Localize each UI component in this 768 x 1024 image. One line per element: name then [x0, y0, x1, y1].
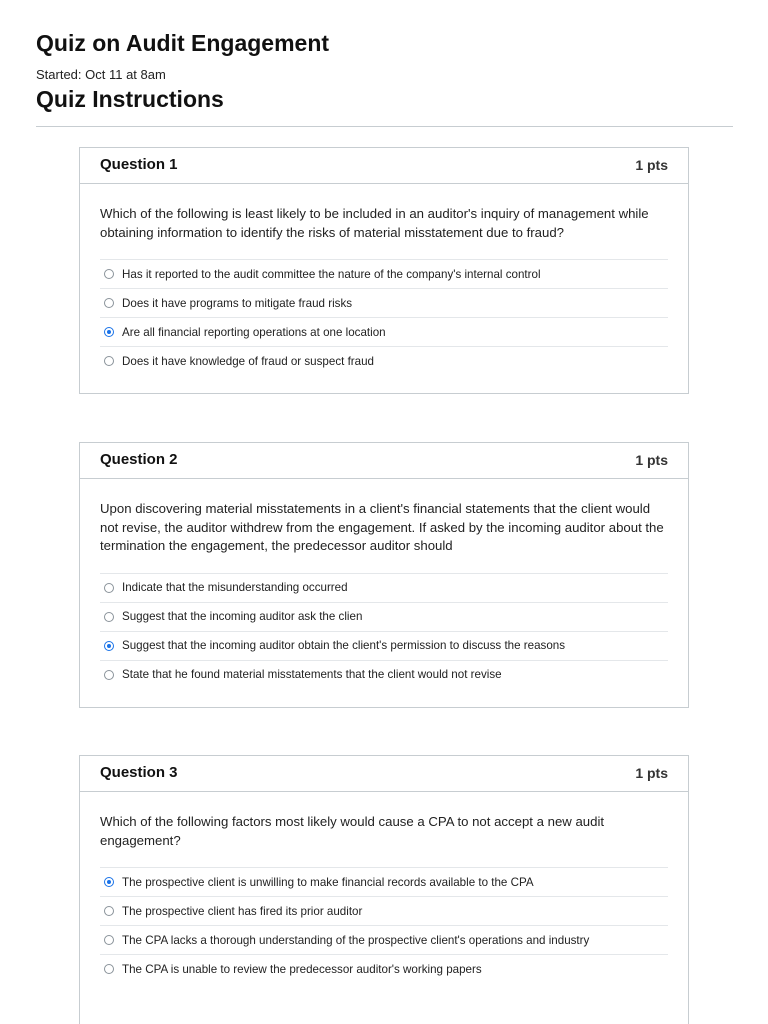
answer-label: The CPA is unable to review the predecessor auditor's working papers	[122, 962, 482, 976]
question-card	[79, 147, 689, 394]
answer-option[interactable]	[100, 346, 668, 375]
radio-button[interactable]	[104, 327, 114, 337]
instructions-heading: Quiz Instructions	[36, 86, 224, 112]
radio-button[interactable]	[104, 964, 114, 974]
radio-button[interactable]	[104, 877, 114, 887]
question-text: Which of the following factors most likely would cause a CPA to not accept a new audit engagement?	[100, 814, 605, 848]
header-divider	[36, 126, 733, 127]
answer-list	[100, 259, 668, 375]
answer-option[interactable]	[100, 925, 668, 954]
answer-label: The prospective client is unwilling to make financial records available to the CPA	[122, 875, 534, 889]
answer-option[interactable]	[100, 317, 668, 346]
question-header	[80, 148, 688, 184]
radio-button[interactable]	[104, 298, 114, 308]
answer-option[interactable]	[100, 867, 668, 896]
answer-option[interactable]	[100, 602, 668, 631]
answer-label: Suggest that the incoming auditor ask the clien	[122, 610, 363, 623]
radio-button[interactable]	[104, 670, 114, 680]
question-card	[79, 442, 689, 708]
answer-label: Indicate that the misunderstanding occurred	[122, 581, 348, 594]
radio-button[interactable]	[104, 906, 114, 916]
question-text: Upon discovering material misstatements in a client's financial statements that the client would not revise, the auditor withdrew from the engagement. If asked by the incoming auditor about the termination the engagement, the predecessor auditor should	[100, 501, 664, 553]
answer-label: State that he found material misstatements that the client would not revise	[122, 668, 502, 681]
radio-button[interactable]	[104, 356, 114, 366]
answer-option[interactable]	[100, 573, 668, 602]
answer-option[interactable]	[100, 954, 668, 983]
radio-button[interactable]	[104, 583, 114, 593]
question-header	[80, 756, 688, 792]
answer-label: Are all financial reporting operations at one location	[122, 325, 386, 339]
answer-option[interactable]	[100, 288, 668, 317]
question-title: Question 3	[100, 764, 178, 781]
answer-label: The CPA lacks a thorough understanding of the prospective client's operations and industry	[122, 933, 590, 947]
question-title: Question 1	[100, 156, 178, 173]
question-points: 1 pts	[635, 765, 668, 781]
question-title: Question 2	[100, 451, 178, 468]
answer-option[interactable]	[100, 259, 668, 288]
answer-option[interactable]	[100, 631, 668, 660]
answer-option[interactable]	[100, 896, 668, 925]
question-text: Which of the following is least likely to be included in an auditor's inquiry of management while obtaining information to identify the risks of material misstatement due to fraud?	[100, 206, 649, 240]
started-timestamp: Started: Oct 11 at 8am	[36, 67, 166, 82]
answer-list	[100, 867, 668, 983]
question-header	[80, 443, 688, 479]
answer-label: Suggest that the incoming auditor obtain the client's permission to discuss the reasons	[122, 639, 566, 652]
question-points: 1 pts	[635, 157, 668, 173]
answer-list	[100, 573, 668, 689]
answer-option[interactable]	[100, 660, 668, 689]
radio-button[interactable]	[104, 269, 114, 279]
page-title: Quiz on Audit Engagement	[36, 30, 330, 56]
answer-label: Does it have programs to mitigate fraud risks	[122, 296, 353, 310]
radio-button[interactable]	[104, 935, 114, 945]
radio-button[interactable]	[104, 641, 114, 651]
radio-button[interactable]	[104, 612, 114, 622]
answer-label: Has it reported to the audit committee the nature of the company's internal control	[122, 267, 541, 281]
question-card	[79, 755, 689, 1024]
answer-label: The prospective client has fired its prior auditor	[122, 904, 363, 918]
question-points: 1 pts	[635, 452, 668, 468]
answer-label: Does it have knowledge of fraud or suspect fraud	[122, 354, 374, 368]
